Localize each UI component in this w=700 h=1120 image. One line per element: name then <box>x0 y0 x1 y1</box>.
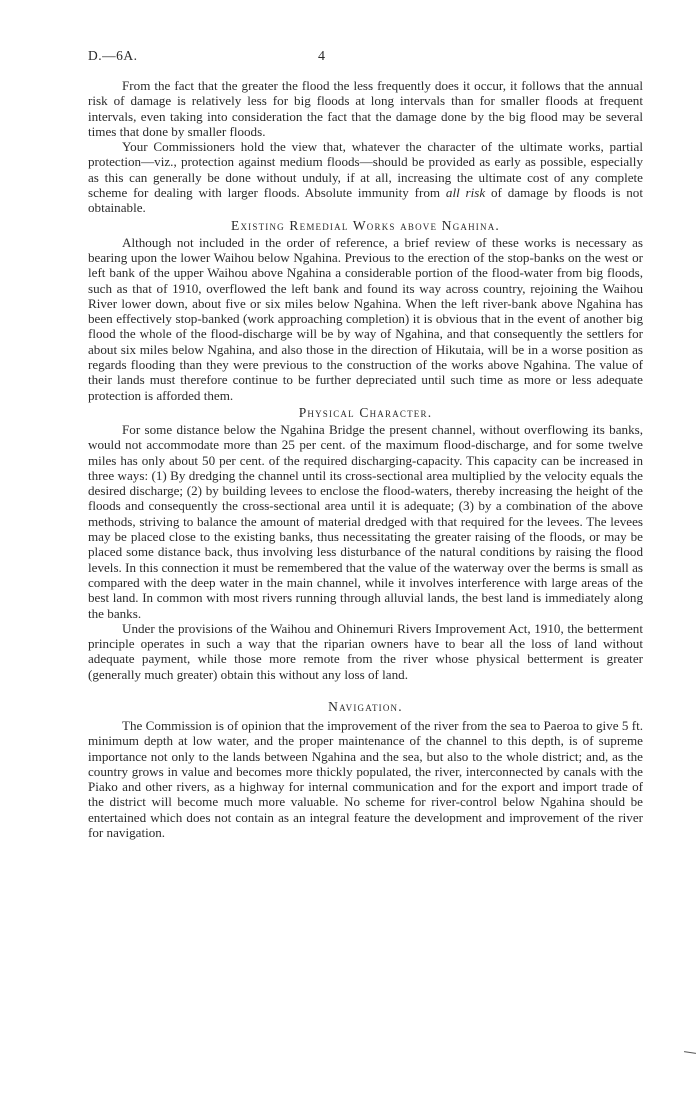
margin-mark <box>684 1051 696 1054</box>
heading-navigation: Navigation. <box>328 698 403 714</box>
paragraph-text: of damage by floods is not obtainable. <box>88 185 643 216</box>
paragraph-flood-frequency: From the fact that the greater the flood the less frequently does it occur, it follows that the annual risk of damage is relatively less for big floods at long intervals than for smaller floods at frequent intervals, even taking into consideration the fact that the damage done by the big flood may be several times that done by smaller floods. <box>88 78 643 139</box>
paragraph-partial-protection <box>88 139 643 215</box>
paragraph-channel-capacity: For some distance below the Ngahina Bridge the present channel, without overflowing its banks, would not accommodate more than 25 per cent. of the maximum flood-discharge, and for some twelve miles has only about 50 per cent. of the required discharging-capacity. This capacity can be increased in three ways: (1) By dredging the channel until its cross-sectional area multiplied by the velocity equals the desired discharge; (2) by building levees to enclose the flood-waters, thereby increasing the height of the floods and consequently the cross-sectional area until it is adequate; (3) by a combination of the above methods, striving to balance the amount of material dredged with that required for the levees. The levees may be placed close to the existing banks, thus necessitating the greater raising of the floods, or may be placed some distance back, thus involving less disturbance of the natural conditions by raising the flood levels. In this connection it must be remembered that the value of the waterway over the berms is small as compared with the deep water in the main channel, while it involves interference with large areas of the best land. In common with most rivers running through alluvial lands, the best land is immediately along the banks. <box>88 421 643 621</box>
heading-existing-works: Existing Remedial Works above Ngahina. <box>231 217 500 233</box>
page-header <box>88 48 643 78</box>
paragraph-navigation: The Commission is of opinion that the improvement of the river from the sea to Paeroa to give 5 ft. minimum depth at low water, and the proper maintenance of the channel to this depth, is of supreme importance not only to the lands between Ngahina and the sea, but also to the whole district; and, as the country grows in value and becomes more thickly populated, the river, interconnected by canals with the Piako and other rivers, as a highway for internal communication and for the export and import trade of the district will become much more valuable. No scheme for river-control below Ngahina should be entertained which does not contain as an integral feature the development and improvement of the river for navigation. <box>88 717 643 841</box>
paragraph-existing-works: Although not included in the order of reference, a brief review of these works is necessary as bearing upon the lower Waihou below Ngahina. Previous to the erection of the stop-banks on the west or left bank of the upper Waihou above Ngahina a considerable portion of the flood-water from big floods, such as that of 1910, overflowed the left bank and found its way across country, rejoining the Waihou River lower down, about five or six miles below Ngahina. When the left river-bank above Ngahina has been effectively stop-banked (work approaching completion) it is obvious that in the event of another big flood the whole of the flood-discharge will be by way of Ngahina, and that consequently the settlers for about six miles below Ngahina, and also those in the direction of Hikutaia, will be in a worse position as regards flooding than they were previous to the construction of the works above Ngahina. The value of their lands must therefore continue to be further depreciated until such time as more or less adequate protection is afforded them. <box>88 234 643 403</box>
document-reference: D.—6A. <box>88 48 138 63</box>
paragraph-text: Your Commissioners hold the view that, whatever the character of the ultimate works, partial protection—viz., protection against medium floods—should be provided as early as possible, especially as this can generally be done without unduly, if at all, increasing the ultimate cost of any complete scheme for dealing with larger floods. Absolute immunity from <box>88 139 643 201</box>
heading-physical-character: Physical Character. <box>298 404 433 420</box>
paragraph-betterment-act: Under the provisions of the Waihou and Ohinemuri Rivers Improvement Act, 1910, the betterment principle operates in such a way that the riparian owners have to bear all the loss of land without adequate payment, while those more remote from the river whose physical betterment is greater (generally much greater) obtain this without any loss of land. <box>88 620 643 682</box>
page-number: 4 <box>318 49 326 64</box>
emphasis-text: all risk <box>445 185 486 201</box>
document-page <box>88 48 643 840</box>
